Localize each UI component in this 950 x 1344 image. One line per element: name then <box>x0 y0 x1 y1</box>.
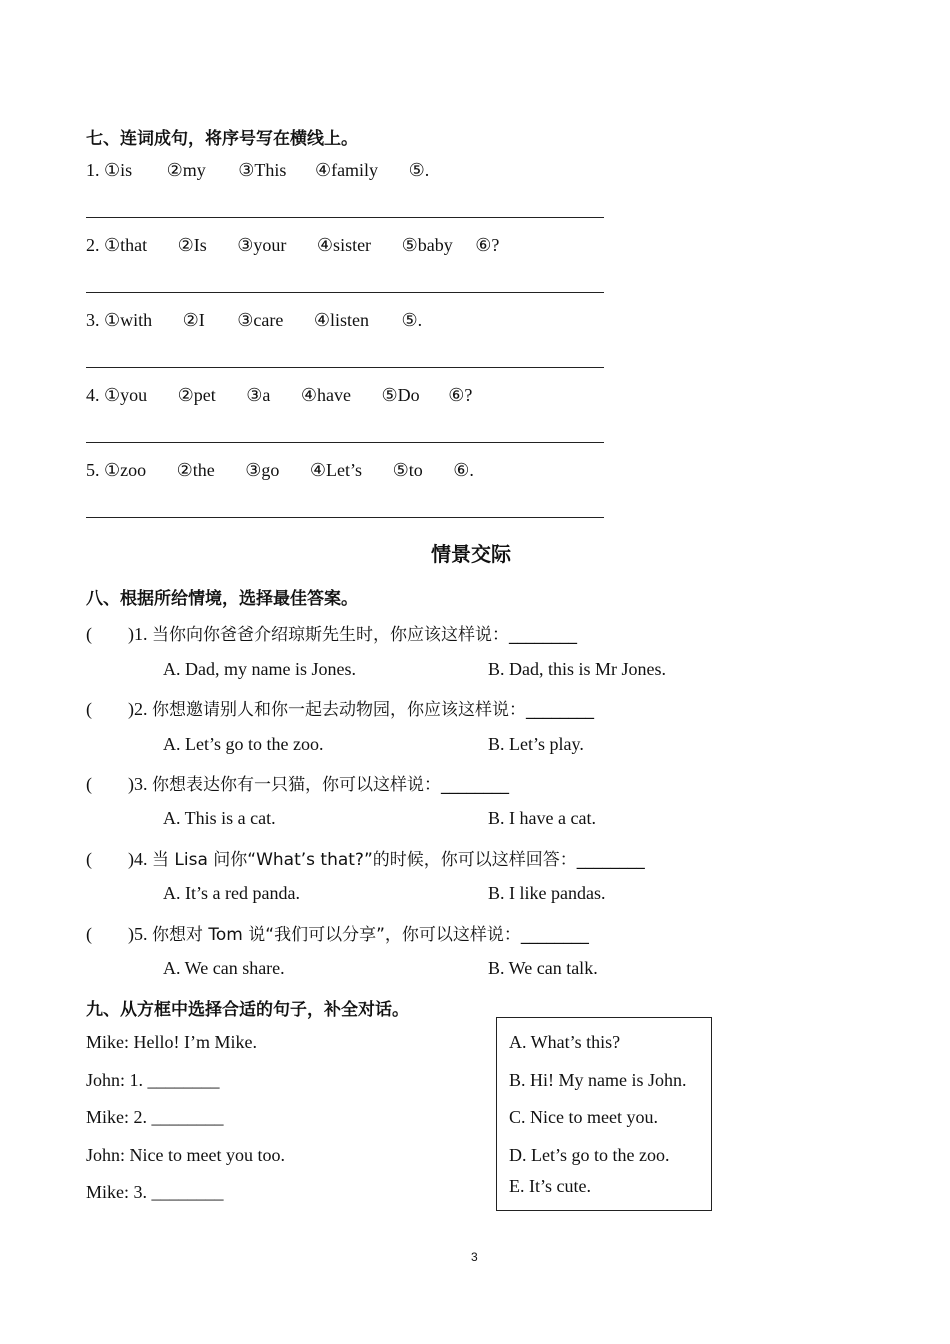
box-option: A. What’s this? <box>509 1032 621 1052</box>
answer-line[interactable] <box>86 367 604 368</box>
option-b: B. Let’s play. <box>488 734 584 754</box>
answer-paren-open[interactable]: ( <box>86 624 92 644</box>
answer-line[interactable] <box>86 292 604 293</box>
option-a: A. We can share. <box>163 958 285 978</box>
box-option: B. Hi! My name is John. <box>509 1070 687 1090</box>
dialogue-line: Mike: 2. ________ <box>86 1107 224 1127</box>
answer-line[interactable] <box>86 217 604 218</box>
option-b: B. I have a cat. <box>488 808 596 828</box>
dialogue-line: John: 1. ________ <box>86 1070 220 1090</box>
list-item: 3. ①with ②I ③care ④listen ⑤. <box>86 310 423 330</box>
answer-paren-open[interactable]: ( <box>86 849 92 869</box>
box-option: C. Nice to meet you. <box>509 1107 658 1127</box>
question-5: ( )5. 你想对 Tom 说“我们可以分享”，你可以这样说：________ <box>86 924 589 945</box>
option-a: A. Let’s go to the zoo. <box>163 734 324 754</box>
question-2: ( )2. 你想邀请别人和你一起去动物园，你应该这样说：________ <box>86 699 594 720</box>
list-item: 5. ①zoo ②the ③go ④Let’s ⑤to ⑥. <box>86 460 474 480</box>
list-item: 2. ①that ②Is ③your ④sister ⑤baby ⑥? <box>86 235 500 255</box>
list-item: 4. ①you ②pet ③a ④have ⑤Do ⑥? <box>86 385 473 405</box>
question-3: ( )3. 你想表达你有一只猫，你可以这样说：________ <box>86 774 509 795</box>
answer-line[interactable] <box>86 517 604 518</box>
section-8-heading: 八、根据所给情境，选择最佳答案。 <box>86 589 358 609</box>
option-a: A. This is a cat. <box>163 808 276 828</box>
answer-paren-open[interactable]: ( <box>86 924 92 944</box>
answer-line[interactable] <box>86 442 604 443</box>
option-b: B. We can talk. <box>488 958 598 978</box>
box-option: D. Let’s go to the zoo. <box>509 1145 670 1165</box>
box-option: E. It’s cute. <box>509 1176 591 1196</box>
part-title: 情景交际 <box>431 542 511 566</box>
option-a: A. It’s a red panda. <box>163 883 300 903</box>
answer-paren-open[interactable]: ( <box>86 699 92 719</box>
question-1: ( )1. 当你向你爸爸介绍琼斯先生时，你应该这样说：________ <box>86 624 577 645</box>
dialogue-line: Mike: Hello! I’m Mike. <box>86 1032 257 1052</box>
option-a: A. Dad, my name is Jones. <box>163 659 356 679</box>
option-b: B. Dad, this is Mr Jones. <box>488 659 667 679</box>
section-9-heading: 九、从方框中选择合适的句子，补全对话。 <box>86 1000 409 1020</box>
dialogue-line: Mike: 3. ________ <box>86 1182 224 1202</box>
page-number: 3 <box>471 1250 478 1264</box>
list-item: 1. ①is ②my ③This ④family ⑤. <box>86 160 430 180</box>
option-b: B. I like pandas. <box>488 883 606 903</box>
question-4: ( )4. 当 Lisa 问你“What’s that?”的时候，你可以这样回答：________ <box>86 849 645 870</box>
dialogue-line: John: Nice to meet you too. <box>86 1145 285 1165</box>
answer-paren-open[interactable]: ( <box>86 774 92 794</box>
section-7-heading: 七、连词成句，将序号写在横线上。 <box>86 129 358 149</box>
